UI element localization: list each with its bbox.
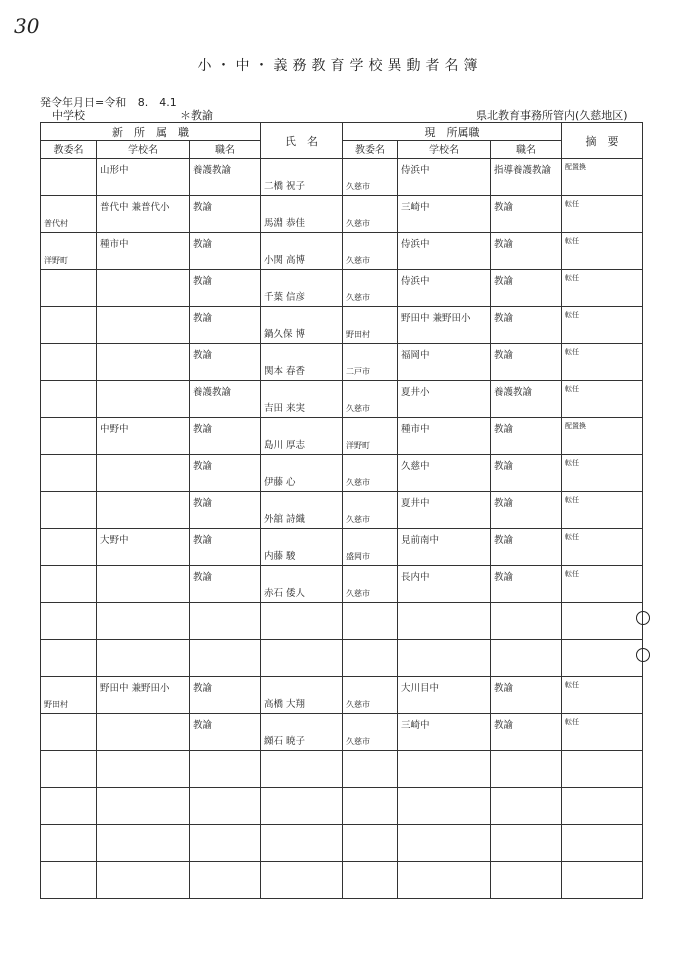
current-title-text: 教諭 <box>494 683 514 694</box>
table-row <box>41 455 643 492</box>
current-title-text: 教諭 <box>494 424 514 435</box>
remarks-cell <box>562 714 643 751</box>
new-board-cell <box>41 307 97 344</box>
current-title-cell <box>491 492 562 529</box>
table-row <box>41 529 643 566</box>
new-school-cell <box>97 862 190 899</box>
new-school-cell <box>97 307 190 344</box>
new-school-cell <box>97 640 190 677</box>
current-board-cell <box>343 603 398 640</box>
current-title-text: 教諭 <box>494 461 514 472</box>
name-cell <box>261 566 343 603</box>
current-school-cell <box>398 714 491 751</box>
new-title-cell <box>190 751 261 788</box>
new-school-cell <box>97 344 190 381</box>
current-board-cell <box>343 640 398 677</box>
current-title-text: 教諭 <box>494 313 514 324</box>
current-board-text: 久慈市 <box>346 737 370 746</box>
current-title-text: 教諭 <box>494 498 514 509</box>
new-school-cell <box>97 714 190 751</box>
table-row <box>41 344 643 381</box>
remarks-cell <box>562 492 643 529</box>
new-title-cell <box>190 418 261 455</box>
name-cell <box>261 862 343 899</box>
current-board-text: 久慈市 <box>346 700 370 709</box>
current-title-cell <box>491 418 562 455</box>
remarks-text: 配置換 <box>565 163 586 171</box>
current-board-text: 久慈市 <box>346 293 370 302</box>
new-title-text: 教諭 <box>193 535 213 546</box>
new-board-cell <box>41 159 97 196</box>
remarks-text: 転任 <box>565 200 579 208</box>
new-school-cell <box>97 233 190 270</box>
new-board-cell <box>41 825 97 862</box>
current-title-text: 教諭 <box>494 535 514 546</box>
page-number: 30 <box>14 14 40 38</box>
name-cell <box>261 381 343 418</box>
current-school-cell <box>398 455 491 492</box>
current-board-text: 二戸市 <box>346 367 370 376</box>
new-title-text: 教諭 <box>193 683 213 694</box>
current-title-text: 教諭 <box>494 239 514 250</box>
new-title-cell <box>190 825 261 862</box>
current-board-text: 久慈市 <box>346 478 370 487</box>
current-school-cell <box>398 603 491 640</box>
table-row <box>41 677 643 714</box>
header-remarks: 摘 要 <box>562 123 643 159</box>
current-board-cell <box>343 529 398 566</box>
personnel-table <box>40 122 643 899</box>
remarks-text: 転任 <box>565 718 579 726</box>
remarks-cell <box>562 751 643 788</box>
table-row <box>41 307 643 344</box>
table-row <box>41 788 643 825</box>
new-title-cell <box>190 788 261 825</box>
office-name: 県北教育事務所管内(久慈地区) <box>476 109 628 122</box>
current-school-text: 侍浜中 <box>401 165 430 176</box>
remarks-cell <box>562 640 643 677</box>
current-board-text: 久慈市 <box>346 515 370 524</box>
name-cell <box>261 529 343 566</box>
name-cell <box>261 418 343 455</box>
current-board-cell <box>343 751 398 788</box>
remarks-cell <box>562 196 643 233</box>
table-row <box>41 603 643 640</box>
current-school-text: 夏井中 <box>401 498 430 509</box>
new-board-cell <box>41 529 97 566</box>
name-text: 二橋 祝子 <box>264 181 306 192</box>
current-board-cell <box>343 418 398 455</box>
name-cell <box>261 640 343 677</box>
name-text: 鍋久保 博 <box>264 329 306 340</box>
remarks-text: 転任 <box>565 570 579 578</box>
remarks-cell <box>562 307 643 344</box>
current-school-cell <box>398 344 491 381</box>
table-row <box>41 566 643 603</box>
current-school-text: 大川目中 <box>401 683 440 694</box>
name-text: 内藤 駿 <box>264 551 296 562</box>
current-board-cell <box>343 825 398 862</box>
current-title-cell <box>491 603 562 640</box>
new-title-cell <box>190 344 261 381</box>
name-text: 小関 高博 <box>264 255 306 266</box>
new-school-cell <box>97 788 190 825</box>
name-text: 馬淵 恭佳 <box>264 218 306 229</box>
remarks-cell <box>562 455 643 492</box>
new-title-text: 教諭 <box>193 424 213 435</box>
new-title-text: 教諭 <box>193 461 213 472</box>
table-row <box>41 159 643 196</box>
new-title-cell <box>190 233 261 270</box>
name-cell <box>261 455 343 492</box>
new-title-cell <box>190 455 261 492</box>
current-title-cell <box>491 344 562 381</box>
remarks-text: 転任 <box>565 459 579 467</box>
current-title-cell <box>491 233 562 270</box>
current-board-text: 洋野町 <box>346 441 370 450</box>
new-title-cell <box>190 714 261 751</box>
name-text: 島川 厚志 <box>264 440 306 451</box>
school-type: 中学校 <box>52 109 85 122</box>
current-school-cell <box>398 233 491 270</box>
new-board-text: 野田村 <box>44 700 68 709</box>
current-school-cell <box>398 381 491 418</box>
issued-label: 発令年月日=令和 <box>40 96 127 109</box>
current-school-cell <box>398 307 491 344</box>
current-board-cell <box>343 492 398 529</box>
name-text: 赤石 倭人 <box>264 588 306 599</box>
header-cur-title: 職名 <box>491 141 562 159</box>
current-school-text: 種市中 <box>401 424 430 435</box>
header-cur-board: 教委名 <box>343 141 398 159</box>
new-board-cell <box>41 677 97 714</box>
current-board-cell <box>343 233 398 270</box>
remarks-cell <box>562 233 643 270</box>
remarks-text: 転任 <box>565 311 579 319</box>
header-current-group: 現 所属職 <box>343 123 562 141</box>
current-board-cell <box>343 270 398 307</box>
current-title-cell <box>491 751 562 788</box>
name-cell <box>261 159 343 196</box>
table-row <box>41 825 643 862</box>
new-title-text: 教諭 <box>193 276 213 287</box>
new-school-cell <box>97 603 190 640</box>
current-title-cell <box>491 862 562 899</box>
new-board-cell <box>41 492 97 529</box>
position-type: ＊教諭 <box>180 109 213 122</box>
remarks-text: 転任 <box>565 496 579 504</box>
header-cur-school: 学校名 <box>398 141 491 159</box>
current-school-text: 侍浜中 <box>401 276 430 287</box>
new-school-cell <box>97 381 190 418</box>
name-cell <box>261 492 343 529</box>
current-board-text: 久慈市 <box>346 589 370 598</box>
name-cell <box>261 825 343 862</box>
new-board-cell <box>41 381 97 418</box>
current-title-text: 教諭 <box>494 276 514 287</box>
new-school-cell <box>97 418 190 455</box>
new-school-text: 野田中 兼野田小 <box>100 683 170 694</box>
new-title-cell <box>190 196 261 233</box>
name-text: 千葉 信彦 <box>264 292 306 303</box>
name-cell <box>261 307 343 344</box>
new-board-text: 普代村 <box>44 219 68 228</box>
remarks-cell <box>562 677 643 714</box>
remarks-text: 配置換 <box>565 422 586 430</box>
current-school-cell <box>398 862 491 899</box>
new-title-cell <box>190 566 261 603</box>
name-cell <box>261 603 343 640</box>
header-new-school: 学校名 <box>97 141 190 159</box>
current-title-cell <box>491 307 562 344</box>
new-school-text: 中野中 <box>100 424 129 435</box>
new-board-cell <box>41 455 97 492</box>
current-school-cell <box>398 677 491 714</box>
new-school-text: 大野中 <box>100 535 129 546</box>
new-title-cell <box>190 159 261 196</box>
table-row <box>41 270 643 307</box>
remarks-cell <box>562 418 643 455</box>
new-school-cell <box>97 566 190 603</box>
name-cell <box>261 196 343 233</box>
current-board-text: 久慈市 <box>346 256 370 265</box>
remarks-cell <box>562 270 643 307</box>
remarks-cell <box>562 566 643 603</box>
current-school-text: 野田中 兼野田小 <box>401 313 471 324</box>
table-row <box>41 492 643 529</box>
current-school-text: 三崎中 <box>401 720 430 731</box>
remarks-text: 転任 <box>565 274 579 282</box>
name-text: 関本 春香 <box>264 366 306 377</box>
current-board-cell <box>343 344 398 381</box>
new-title-cell <box>190 270 261 307</box>
name-text: 伊藤 心 <box>264 477 296 488</box>
remarks-cell <box>562 603 643 640</box>
name-text: 高橋 大翔 <box>264 699 306 710</box>
new-board-cell <box>41 566 97 603</box>
new-school-text: 山形中 <box>100 165 129 176</box>
new-title-cell <box>190 677 261 714</box>
new-school-cell <box>97 492 190 529</box>
new-school-cell <box>97 159 190 196</box>
new-board-cell <box>41 603 97 640</box>
remarks-cell <box>562 788 643 825</box>
new-title-text: 教諭 <box>193 239 213 250</box>
table-row <box>41 862 643 899</box>
new-board-cell <box>41 196 97 233</box>
current-school-text: 侍浜中 <box>401 239 430 250</box>
remarks-cell <box>562 381 643 418</box>
current-school-cell <box>398 566 491 603</box>
current-title-text: 指導養護教諭 <box>494 165 552 176</box>
new-title-cell <box>190 492 261 529</box>
current-school-cell <box>398 270 491 307</box>
new-title-text: 教諭 <box>193 313 213 324</box>
remarks-text: 転任 <box>565 237 579 245</box>
current-school-cell <box>398 159 491 196</box>
table-row <box>41 751 643 788</box>
current-board-cell <box>343 159 398 196</box>
name-text: 吉田 来実 <box>264 403 306 414</box>
current-school-cell <box>398 529 491 566</box>
new-title-text: 教諭 <box>193 350 213 361</box>
current-school-cell <box>398 640 491 677</box>
new-title-cell <box>190 529 261 566</box>
current-title-text: 養護教諭 <box>494 387 533 398</box>
new-school-cell <box>97 529 190 566</box>
current-school-cell <box>398 418 491 455</box>
header-new-title: 職名 <box>190 141 261 159</box>
current-board-text: 野田村 <box>346 330 370 339</box>
current-school-text: 見前南中 <box>401 535 440 546</box>
name-cell <box>261 714 343 751</box>
name-cell <box>261 270 343 307</box>
current-school-text: 久慈中 <box>401 461 430 472</box>
name-cell <box>261 751 343 788</box>
new-title-cell <box>190 603 261 640</box>
remarks-text: 転任 <box>565 533 579 541</box>
table-row <box>41 714 643 751</box>
new-board-cell <box>41 233 97 270</box>
current-title-text: 教諭 <box>494 572 514 583</box>
current-title-cell <box>491 566 562 603</box>
current-board-cell <box>343 307 398 344</box>
new-board-text: 洋野町 <box>44 256 68 265</box>
current-school-cell <box>398 788 491 825</box>
new-title-cell <box>190 307 261 344</box>
new-title-text: 教諭 <box>193 720 213 731</box>
current-school-cell <box>398 492 491 529</box>
current-title-cell <box>491 714 562 751</box>
new-school-cell <box>97 196 190 233</box>
new-school-text: 種市中 <box>100 239 129 250</box>
new-school-cell <box>97 455 190 492</box>
remarks-text: 転任 <box>565 681 579 689</box>
current-title-cell <box>491 529 562 566</box>
circle-mark <box>636 611 650 625</box>
new-title-text: 教諭 <box>193 202 213 213</box>
current-board-text: 盛岡市 <box>346 552 370 561</box>
current-board-cell <box>343 714 398 751</box>
current-title-text: 教諭 <box>494 202 514 213</box>
current-title-cell <box>491 196 562 233</box>
current-board-cell <box>343 788 398 825</box>
new-title-text: 養護教諭 <box>193 165 232 176</box>
current-title-cell <box>491 825 562 862</box>
new-board-cell <box>41 640 97 677</box>
new-school-cell <box>97 270 190 307</box>
new-board-cell <box>41 418 97 455</box>
remarks-text: 転任 <box>565 348 579 356</box>
header-name: 氏 名 <box>261 123 343 159</box>
current-board-cell <box>343 196 398 233</box>
name-cell <box>261 677 343 714</box>
new-board-cell <box>41 862 97 899</box>
remarks-cell <box>562 159 643 196</box>
current-school-cell <box>398 196 491 233</box>
current-school-text: 長内中 <box>401 572 430 583</box>
name-cell <box>261 344 343 381</box>
current-school-text: 三崎中 <box>401 202 430 213</box>
table-row <box>41 196 643 233</box>
current-title-cell <box>491 677 562 714</box>
name-text: 外舘 詩織 <box>264 514 306 525</box>
issued-date: 8. 4.1 <box>137 96 177 109</box>
name-text: 纐石 暁子 <box>264 736 306 747</box>
new-title-cell <box>190 381 261 418</box>
current-board-cell <box>343 862 398 899</box>
new-board-cell <box>41 788 97 825</box>
current-board-text: 久慈市 <box>346 182 370 191</box>
current-title-cell <box>491 159 562 196</box>
document-title: 小・中・義務教育学校異動者名簿 <box>197 58 483 74</box>
new-title-cell <box>190 862 261 899</box>
current-title-cell <box>491 788 562 825</box>
current-board-cell <box>343 566 398 603</box>
new-title-text: 教諭 <box>193 572 213 583</box>
remarks-cell <box>562 529 643 566</box>
new-school-text: 普代中 兼普代小 <box>100 202 170 213</box>
current-board-text: 久慈市 <box>346 404 370 413</box>
current-title-cell <box>491 381 562 418</box>
new-title-cell <box>190 640 261 677</box>
current-school-cell <box>398 751 491 788</box>
new-school-cell <box>97 677 190 714</box>
current-school-text: 夏井小 <box>401 387 430 398</box>
new-school-cell <box>97 825 190 862</box>
table-row <box>41 418 643 455</box>
new-board-cell <box>41 751 97 788</box>
current-school-text: 福岡中 <box>401 350 430 361</box>
table-row <box>41 640 643 677</box>
current-title-text: 教諭 <box>494 720 514 731</box>
name-cell <box>261 788 343 825</box>
circle-mark <box>636 648 650 662</box>
new-board-cell <box>41 344 97 381</box>
current-school-cell <box>398 825 491 862</box>
name-cell <box>261 233 343 270</box>
new-school-cell <box>97 751 190 788</box>
new-title-text: 教諭 <box>193 498 213 509</box>
new-board-cell <box>41 270 97 307</box>
current-board-cell <box>343 455 398 492</box>
remarks-cell <box>562 825 643 862</box>
new-board-cell <box>41 714 97 751</box>
current-board-cell <box>343 381 398 418</box>
current-title-cell <box>491 455 562 492</box>
remarks-cell <box>562 344 643 381</box>
table-row <box>41 233 643 270</box>
header-new-group: 新 所 属 職 <box>41 123 261 141</box>
current-title-text: 教諭 <box>494 350 514 361</box>
remarks-text: 転任 <box>565 385 579 393</box>
remarks-cell <box>562 862 643 899</box>
current-board-text: 久慈市 <box>346 219 370 228</box>
new-title-text: 養護教諭 <box>193 387 232 398</box>
current-title-cell <box>491 640 562 677</box>
header-new-board: 教委名 <box>41 141 97 159</box>
current-board-cell <box>343 677 398 714</box>
table-row <box>41 381 643 418</box>
current-title-cell <box>491 270 562 307</box>
